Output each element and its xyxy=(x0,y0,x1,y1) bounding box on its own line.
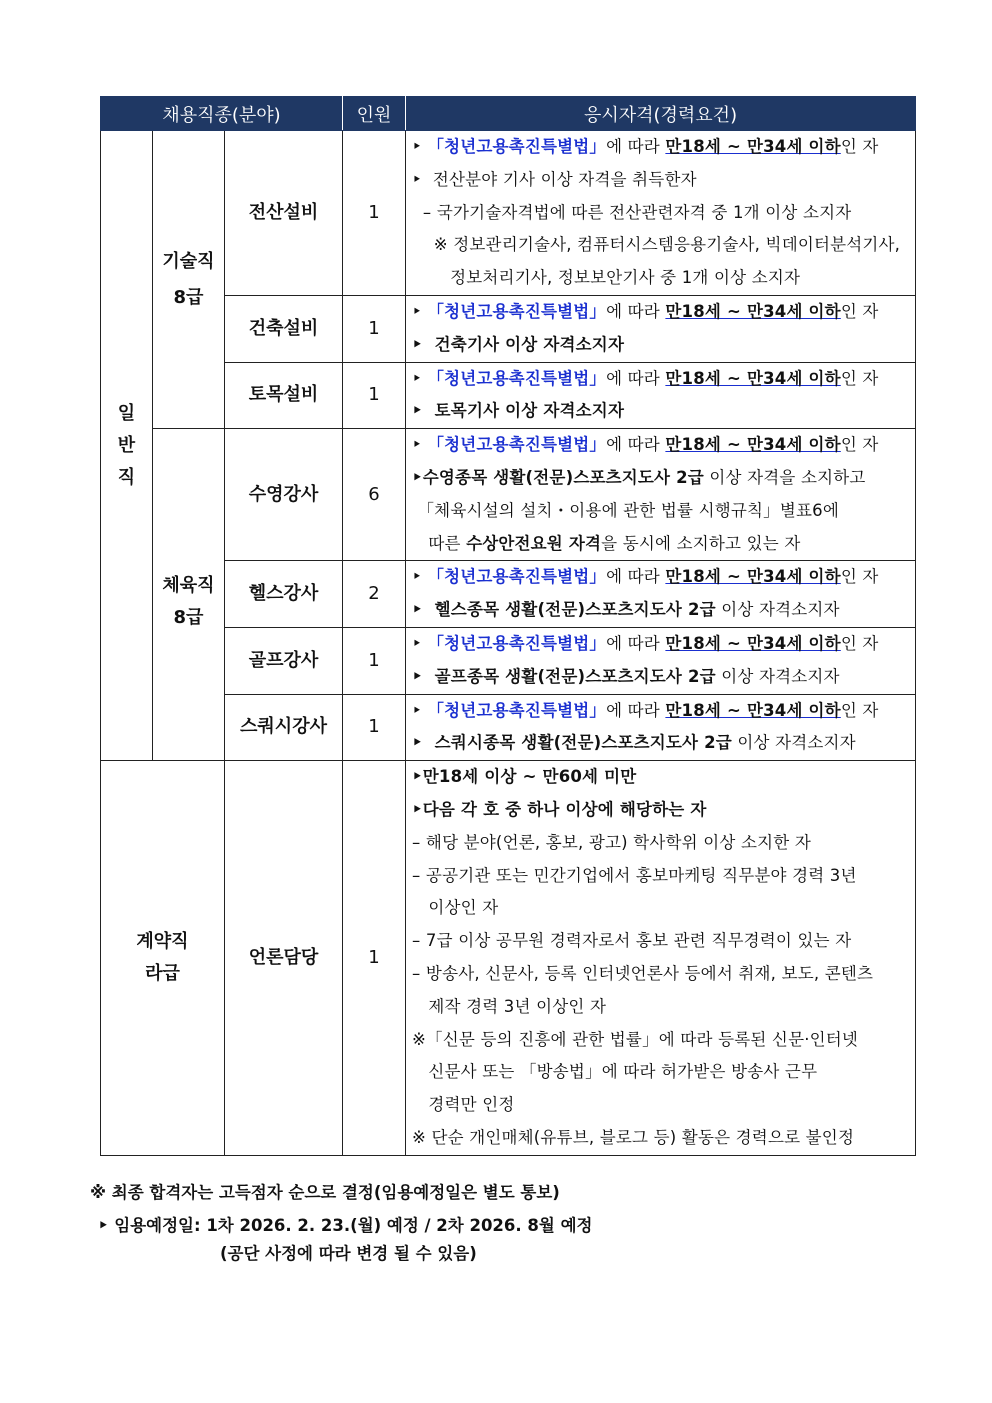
qualification-line xyxy=(412,958,913,991)
qualification-text: ‣ 토목기사 이상 자격소지자 xyxy=(412,401,625,421)
qualification-text: ※ 정보관리기술사, 컴퓨터시스템응용기술사, 빅데이터분석기사, xyxy=(412,235,901,255)
count: 1 xyxy=(343,627,406,694)
qualification-text: ‣ xyxy=(412,435,428,455)
qualification-text: ‣ xyxy=(412,301,428,321)
qualification-text: – 해당 분야(언론, 홍보, 광고) 학사학위 이상 소지한 자 xyxy=(412,832,811,852)
table-row xyxy=(101,131,916,296)
qualification-text: ‣ xyxy=(412,137,428,156)
qualification-line xyxy=(412,131,913,164)
field: 수영강사 xyxy=(225,429,343,561)
qualification-text: 이상 자격소지자 xyxy=(715,600,840,620)
count: 1 xyxy=(343,131,406,296)
table-row xyxy=(101,429,916,561)
qualification-line xyxy=(412,329,913,362)
count: 1 xyxy=(343,694,406,761)
qualification-line xyxy=(412,761,913,794)
qualification-text: ※「신문 등의 진흥에 관한 법률」에 따라 등록된 신문·인터넷 xyxy=(412,1029,859,1049)
qualification-line xyxy=(412,860,913,893)
qualification-text: 인 자 xyxy=(840,700,879,720)
qualification-text: 에 따라 xyxy=(606,567,666,587)
qualification-text: 인 자 xyxy=(840,567,879,587)
qualification-line xyxy=(412,1089,913,1122)
group-contract: 계약직 라급 xyxy=(101,761,225,1156)
qualification-text: 이상 자격을 소지하고 xyxy=(703,467,866,487)
group-tech: 기술직 8급 xyxy=(153,131,225,429)
qualification-text: ‣ 건축기사 이상 자격소지자 xyxy=(412,334,625,354)
qualification-line xyxy=(412,628,913,661)
field: 스쿼시강사 xyxy=(225,694,343,761)
count: 1 xyxy=(343,295,406,362)
qualification-line xyxy=(412,495,913,528)
qualification xyxy=(406,429,916,561)
qualification-text: ‣ 전산분야 기사 이상 자격을 취득한자 xyxy=(412,169,697,189)
qualification-text: ‣ xyxy=(412,700,428,720)
age-requirement: 만18세 ~ 만34세 이하 xyxy=(665,368,841,388)
qualification-line xyxy=(412,1024,913,1057)
qualification-text: 을 동시에 소지하고 있는 자 xyxy=(601,533,801,553)
qualification-text: 제작 경력 3년 이상인 자 xyxy=(412,996,607,1016)
qualification-text: ‣만18세 이상 ~ 만60세 미만 xyxy=(412,767,637,787)
header-qualification: 응시자격(경력요건) xyxy=(406,97,916,131)
table-header xyxy=(101,97,916,131)
qualification-text: ‣ 헬스종목 생활(전문)스포츠지도사 2급 xyxy=(412,600,716,620)
qualification-text: 인 자 xyxy=(840,368,879,388)
qualification-text: 인 자 xyxy=(840,137,879,156)
qualification-line xyxy=(412,528,913,561)
qualification-text: 이상 자격소지자 xyxy=(731,733,856,753)
qualification-line xyxy=(412,1056,913,1089)
age-requirement: 만18세 ~ 만34세 이하 xyxy=(665,633,841,653)
qualification-text: – 방송사, 신문사, 등록 인터넷언론사 등에서 취재, 보도, 콘텐츠 xyxy=(412,963,874,983)
schedule-change-note: (공단 사정에 따라 변경 될 수 있음) xyxy=(220,1244,477,1263)
group-general: 일 반 직 xyxy=(101,131,153,761)
qualification-line xyxy=(412,794,913,827)
qualification-line xyxy=(412,991,913,1024)
recruitment-table xyxy=(100,96,916,1156)
qualification-line xyxy=(412,925,913,958)
field: 골프강사 xyxy=(225,627,343,694)
table-row xyxy=(101,761,916,1156)
law-reference: 「청년고용촉진특별법」 xyxy=(427,700,607,720)
qualification-text: ‣수영종목 생활(전문)스포츠지도사 2급 xyxy=(412,467,704,487)
field: 헬스강사 xyxy=(225,561,343,628)
qualification-text: 에 따라 xyxy=(606,700,666,720)
qualification xyxy=(406,362,916,429)
qualification-line xyxy=(412,164,913,197)
group-sports: 체육직 8급 xyxy=(153,429,225,761)
qualification-text: ‣ xyxy=(412,368,428,388)
law-reference: 「청년고용촉진특별법」 xyxy=(427,368,607,388)
field: 건축설비 xyxy=(225,295,343,362)
age-requirement: 만18세 ~ 만34세 이하 xyxy=(665,137,841,156)
qualification-line xyxy=(412,594,913,627)
qualification xyxy=(406,561,916,628)
qualification-line xyxy=(412,395,913,428)
qualification-text: 에 따라 xyxy=(606,633,666,653)
qualification-text: – 공공기관 또는 민간기업에서 홍보마케팅 직무분야 경력 3년 xyxy=(412,865,857,885)
qualification-text: ‣다음 각 호 중 하나 이상에 해당하는 자 xyxy=(412,799,707,819)
age-requirement: 만18세 ~ 만34세 이하 xyxy=(665,301,841,321)
field: 토목설비 xyxy=(225,362,343,429)
appointment-schedule: ‣ 임용예정일: 1차 2026. 2. 23.(월) 예정 / 2차 2026. 8월 예정 xyxy=(98,1216,593,1235)
qualification-line xyxy=(412,429,913,462)
qualification-line xyxy=(412,462,913,495)
qualification-text: 에 따라 xyxy=(606,435,666,455)
qualification-line xyxy=(412,827,913,860)
qualification-text: ‣ 스쿼시종목 생활(전문)스포츠지도사 2급 xyxy=(412,733,732,753)
law-reference: 「청년고용촉진특별법」 xyxy=(427,435,607,455)
qualification-text: 인 자 xyxy=(840,633,879,653)
header-position: 채용직종(분야) xyxy=(101,97,343,131)
age-requirement: 만18세 ~ 만34세 이하 xyxy=(665,567,841,587)
qualification-line xyxy=(412,892,913,925)
qualification-text: – 국가기술자격법에 따른 전산관련자격 중 1개 이상 소지자 xyxy=(412,202,852,222)
qualification-text: 에 따라 xyxy=(606,137,666,156)
qualification xyxy=(406,694,916,761)
law-reference: 「청년고용촉진특별법」 xyxy=(427,301,607,321)
age-requirement: 만18세 ~ 만34세 이하 xyxy=(665,700,841,720)
qualification-text: 이상인 자 xyxy=(412,898,499,918)
law-reference: 「청년고용촉진특별법」 xyxy=(427,633,607,653)
qualification-text: ‣ xyxy=(412,567,428,587)
qualification-line xyxy=(412,363,913,396)
qualification-line xyxy=(412,229,913,262)
age-requirement: 만18세 ~ 만34세 이하 xyxy=(665,435,841,455)
qualification xyxy=(406,295,916,362)
qualification-text: 따른 xyxy=(412,533,467,553)
qualification-line xyxy=(412,197,913,230)
qualification-text: 「체육시설의 설치・이용에 관한 법률 시행규칙」별표6에 xyxy=(412,500,839,520)
qualification-text: 정보처리기사, 정보보안기사 중 1개 이상 소지자 xyxy=(412,268,801,288)
qualification-line xyxy=(412,1122,913,1155)
qualification-text: 이상 자격소지자 xyxy=(715,666,840,686)
qualification-text: – 7급 이상 공무원 경력자로서 홍보 관련 직무경력이 있는 자 xyxy=(412,931,852,951)
qualification-text: 수상안전요원 자격 xyxy=(466,533,602,553)
count: 2 xyxy=(343,561,406,628)
field: 언론담당 xyxy=(225,761,343,1156)
qualification-text: 인 자 xyxy=(840,435,879,455)
qualification xyxy=(406,761,916,1156)
header-count: 인원 xyxy=(343,97,406,131)
qualification-text: ‣ 골프종목 생활(전문)스포츠지도사 2급 xyxy=(412,666,716,686)
count: 1 xyxy=(343,362,406,429)
qualification-line xyxy=(412,262,913,295)
qualification-text: ※ 단순 개인매체(유튜브, 블로그 등) 활동은 경력으로 불인정 xyxy=(412,1127,855,1147)
count: 1 xyxy=(343,761,406,1156)
qualification-text: 인 자 xyxy=(840,301,879,321)
qualification-line xyxy=(412,561,913,594)
qualification-text: 에 따라 xyxy=(606,368,666,388)
count: 6 xyxy=(343,429,406,561)
field: 전산설비 xyxy=(225,131,343,296)
qualification-text: 신문사 또는 「방송법」에 따라 허가받은 방송사 근무 xyxy=(412,1062,818,1082)
qualification xyxy=(406,131,916,296)
law-reference: 「청년고용촉진특별법」 xyxy=(427,137,607,156)
qualification-line xyxy=(412,695,913,728)
qualification xyxy=(406,627,916,694)
qualification-text: ‣ xyxy=(412,633,428,653)
final-selection-note: ※ 최종 합격자는 고득점자 순으로 결정(임용예정일은 별도 통보) xyxy=(90,1183,560,1202)
qualification-text: 경력만 인정 xyxy=(412,1095,515,1115)
qualification-line xyxy=(412,727,913,760)
qualification-line xyxy=(412,661,913,694)
qualification-text: 에 따라 xyxy=(606,301,666,321)
law-reference: 「청년고용촉진특별법」 xyxy=(427,567,607,587)
qualification-line xyxy=(412,296,913,329)
